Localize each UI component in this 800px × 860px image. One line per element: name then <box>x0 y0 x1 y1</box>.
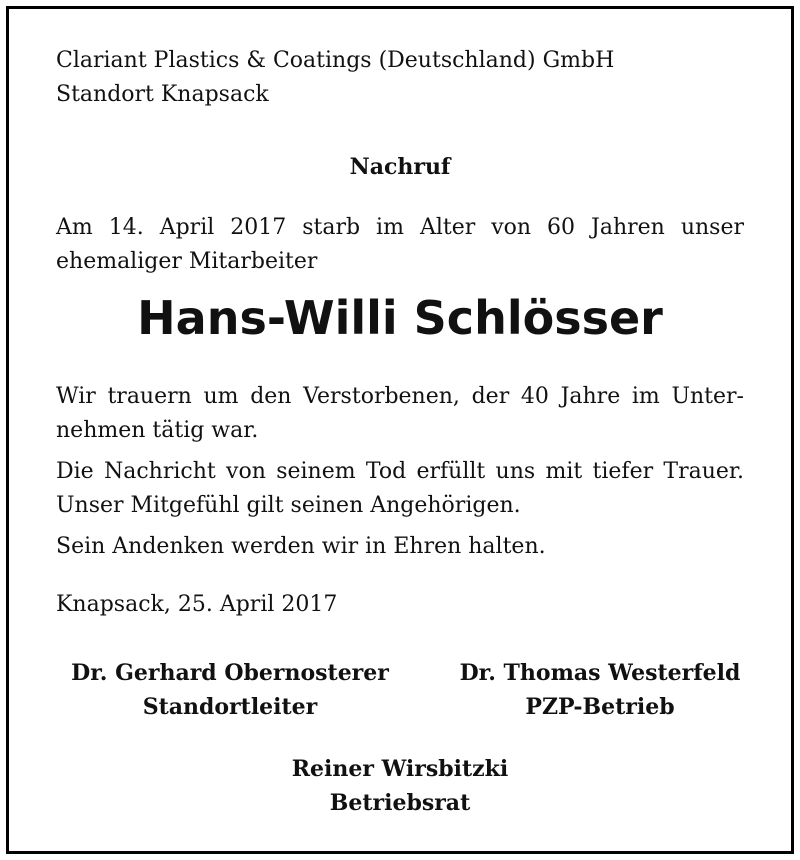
place-date: Knapsack, 25. April 2017 <box>56 592 338 617</box>
intro-line-2: ehemaliger Mitarbeiter <box>56 249 318 274</box>
signatory-name-2: Dr. Thomas Westerfeld <box>459 660 741 686</box>
signatory-name-1: Dr. Gerhard Obernosterer <box>71 660 389 686</box>
signatory-role-1: Standortleiter <box>142 694 318 720</box>
paragraph-3: Sein Andenken werden wir in Ehren halten. <box>56 534 546 559</box>
signatory-role-2: PZP-Betrieb <box>525 694 675 720</box>
intro-line-1: Am 14. April 2017 starb im Alter von 60 Jahren unser <box>56 215 744 240</box>
paragraph-2-line-1: Die Nachricht von seinem Tod erfüllt uns mit tiefer Trauer. <box>56 459 744 484</box>
deceased-name: Hans-Willi Schlösser <box>137 291 663 345</box>
company-name: Clariant Plastics & Coatings (Deutschland) GmbH <box>56 48 615 73</box>
notice-title: Nachruf <box>349 154 451 180</box>
paragraph-1-line-1: Wir trauern um den Verstorbenen, der 40 Jahre im Unter- <box>56 384 744 409</box>
paragraph-2-line-2: Unser Mitgefühl gilt seinen Angehörigen. <box>56 493 521 518</box>
paragraph-1-line-2: nehmen tätig war. <box>56 418 259 443</box>
signatory-name-3: Reiner Wirsbitzki <box>291 756 509 782</box>
site-name: Standort Knapsack <box>56 82 269 107</box>
signatory-role-3: Betriebsrat <box>329 790 471 816</box>
